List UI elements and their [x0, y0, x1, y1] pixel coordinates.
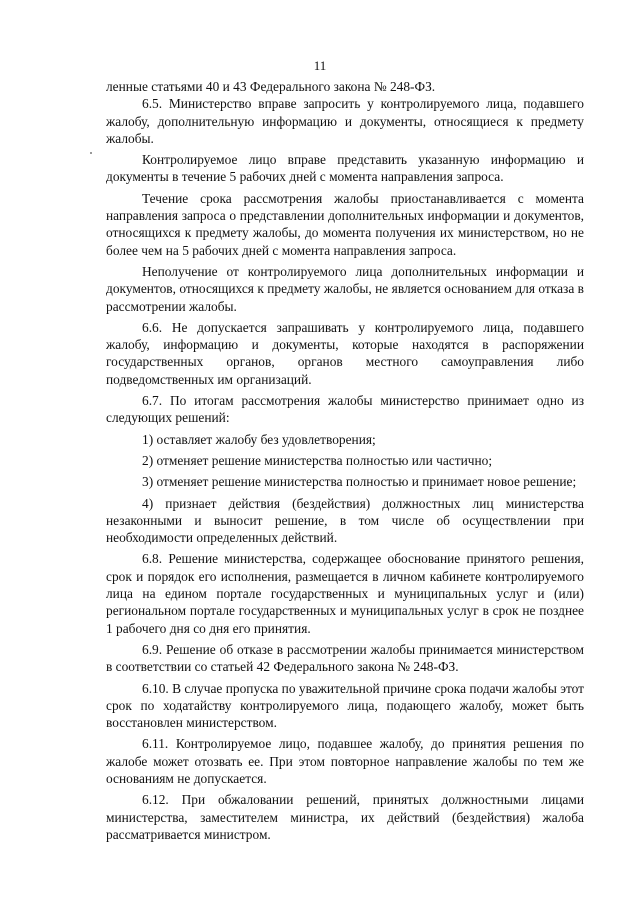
document-body	[106, 78, 584, 843]
list-item-2: 2) отменяет решение министерства полностью или частично;	[142, 452, 493, 468]
paragraph-6-9: 6.9. Решение об отказе в рассмотрении жалобы принимается министерством в соответствии со статьей 42 Федерального закона № 248-ФЗ.	[106, 641, 584, 675]
paragraph-6-5-info: Контролируемое лицо вправе представить указанную информацию и документы в течение 5 рабочих дней с момента направления запроса.	[106, 152, 584, 185]
paragraph-6-8: 6.8. Решение министерства, содержащее обоснование принятого решения, срок и порядок его исполнения, размещается в личном кабинете контролируемого лица на едином портале государственных и муниципальных услуг и (или) региональном портале государственных и муниципальных услуг в срок не позднее 1 рабочего дня со дня его принятия.	[106, 551, 584, 636]
list-item-4: 4) признает действия (бездействия) должностных лиц министерства незаконными и выносит решение, в том числе об осуществлении при необходимости определенных действий.	[106, 495, 584, 546]
paragraph-6-5-nonreceipt: Неполучение от контролируемого лица дополнительных информации и документов, относящихся к предмету жалобы, не является основанием для отказа в рассмотрении жалобы.	[106, 263, 584, 314]
list-item-3: 3) отменяет решение министерства полностью и принимает новое решение;	[142, 474, 577, 490]
scan-speck	[90, 152, 92, 154]
page-number: 11	[313, 58, 327, 73]
paragraph-continuation: ленные статьями 40 и 43 Федерального закона № 248-ФЗ.	[106, 79, 436, 94]
paragraph-6-12: 6.12. При обжаловании решений, принятых должностными лицами министерства, заместителем министра, их действий (бездействия) жалоба рассматривается министром.	[106, 792, 584, 842]
paragraph-6-7: 6.7. По итогам рассмотрения жалобы министерство принимает одно из следующих решений:	[106, 393, 584, 426]
paragraph-6-10: 6.10. В случае пропуска по уважительной причине срока подачи жалобы этот срок по ходатайству контролируемого лица, подающего жалобу, может быть восстановлен министерством.	[106, 680, 584, 731]
paragraph-6-5-suspension: Течение срока рассмотрения жалобы приостанавливается с момента направления запроса о представлении дополнительных информации и документов, относящихся к предмету жалобы, до момента получения их министерством, но не более чем на 5 рабочих дней с момента направления запроса.	[106, 190, 584, 258]
paragraph-6-6: 6.6. Не допускается запрашивать у контролируемого лица, подавшего жалобу, информацию и документы, которые находятся в распоряжении государственных органов, органов местного самоуправления либо подведомственных им организаций.	[106, 319, 584, 387]
paragraph-6-11: 6.11. Контролируемое лицо, подавшее жалобу, до принятия решения по жалобе может отозвать ее. При этом повторное направление жалобы по тем же основаниям не допускается.	[106, 736, 584, 786]
list-item-1: 1) оставляет жалобу без удовлетворения;	[142, 431, 376, 447]
paragraph-6-5: 6.5. Министерство вправе запросить у контролируемого лица, подавшего жалобу, дополнительную информацию и документы, относящиеся к предмету жалобы.	[106, 96, 584, 146]
